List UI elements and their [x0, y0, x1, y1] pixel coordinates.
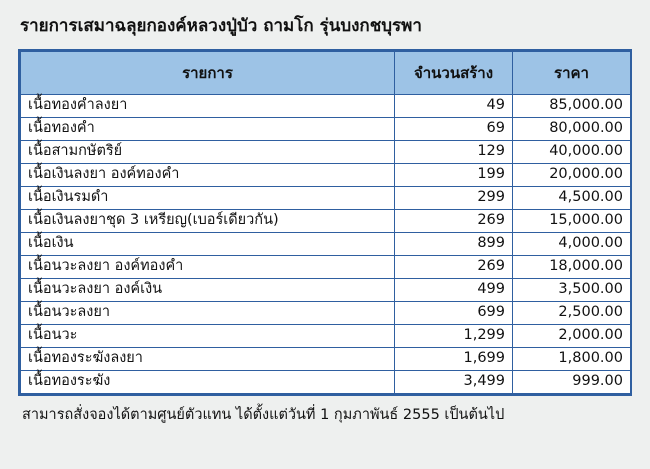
- column-header-quantity: จำนวนสร้าง: [395, 52, 513, 95]
- cell-quantity: 1,699: [395, 348, 513, 371]
- cell-quantity: 49: [395, 95, 513, 118]
- cell-price: 4,500.00: [513, 187, 631, 210]
- cell-item-name: เนื้อนวะลงยา องค์เงิน: [21, 279, 395, 302]
- cell-quantity: 299: [395, 187, 513, 210]
- column-header-price: ราคา: [513, 52, 631, 95]
- table-row: [21, 279, 631, 302]
- table-row: [21, 187, 631, 210]
- cell-price: 40,000.00: [513, 141, 631, 164]
- table-row: [21, 164, 631, 187]
- cell-quantity: 3,499: [395, 371, 513, 394]
- table-row: [21, 256, 631, 279]
- table-body: [21, 95, 631, 394]
- table-row: [21, 233, 631, 256]
- column-header-item: รายการ: [21, 52, 395, 95]
- cell-price: 999.00: [513, 371, 631, 394]
- table-row: [21, 141, 631, 164]
- table-row: [21, 325, 631, 348]
- cell-item-name: เนื้อทองระฆังลงยา: [21, 348, 395, 371]
- table-row: [21, 95, 631, 118]
- cell-item-name: เนื้อนวะลงยา: [21, 302, 395, 325]
- table-row: [21, 210, 631, 233]
- cell-price: 2,000.00: [513, 325, 631, 348]
- page-title: รายการเสมาฉลุยกองค์หลวงปู่บัว ถามโก รุ่นบงกชบุรพา: [20, 16, 422, 36]
- table-header-row: [21, 52, 631, 95]
- table-header: [21, 52, 631, 95]
- cell-quantity: 69: [395, 118, 513, 141]
- cell-item-name: เนื้อนวะลงยา องค์ทองคำ: [21, 256, 395, 279]
- table-row: [21, 302, 631, 325]
- cell-quantity: 199: [395, 164, 513, 187]
- table-row: [21, 348, 631, 371]
- cell-price: 3,500.00: [513, 279, 631, 302]
- price-table: [20, 51, 631, 394]
- cell-quantity: 699: [395, 302, 513, 325]
- cell-price: 18,000.00: [513, 256, 631, 279]
- cell-item-name: เนื้อทองระฆัง: [21, 371, 395, 394]
- cell-price: 4,000.00: [513, 233, 631, 256]
- cell-price: 85,000.00: [513, 95, 631, 118]
- cell-quantity: 129: [395, 141, 513, 164]
- cell-quantity: 499: [395, 279, 513, 302]
- cell-item-name: เนื้อทองคำลงยา: [21, 95, 395, 118]
- cell-item-name: เนื้อนวะ: [21, 325, 395, 348]
- footnote-text: สามารถสั่งจองได้ตามศูนย์ตัวแทน ได้ตั้งแต่วันที่ 1 กุมภาพันธ์ 2555 เป็นต้นไป: [22, 407, 505, 424]
- price-table-container: [18, 49, 632, 396]
- cell-item-name: เนื้อเงินรมดำ: [21, 187, 395, 210]
- cell-quantity: 1,299: [395, 325, 513, 348]
- table-row: [21, 118, 631, 141]
- cell-price: 2,500.00: [513, 302, 631, 325]
- cell-price: 1,800.00: [513, 348, 631, 371]
- cell-quantity: 269: [395, 210, 513, 233]
- cell-item-name: เนื้อเงินลงยา องค์ทองคำ: [21, 164, 395, 187]
- cell-item-name: เนื้อสามกษัตริย์: [21, 141, 395, 164]
- table-row: [21, 371, 631, 394]
- cell-item-name: เนื้อเงินลงยาชุด 3 เหรียญ(เบอร์เดียวกัน): [21, 210, 395, 233]
- cell-item-name: เนื้อเงิน: [21, 233, 395, 256]
- cell-price: 20,000.00: [513, 164, 631, 187]
- cell-quantity: 269: [395, 256, 513, 279]
- cell-item-name: เนื้อทองคำ: [21, 118, 395, 141]
- cell-price: 80,000.00: [513, 118, 631, 141]
- cell-quantity: 899: [395, 233, 513, 256]
- cell-price: 15,000.00: [513, 210, 631, 233]
